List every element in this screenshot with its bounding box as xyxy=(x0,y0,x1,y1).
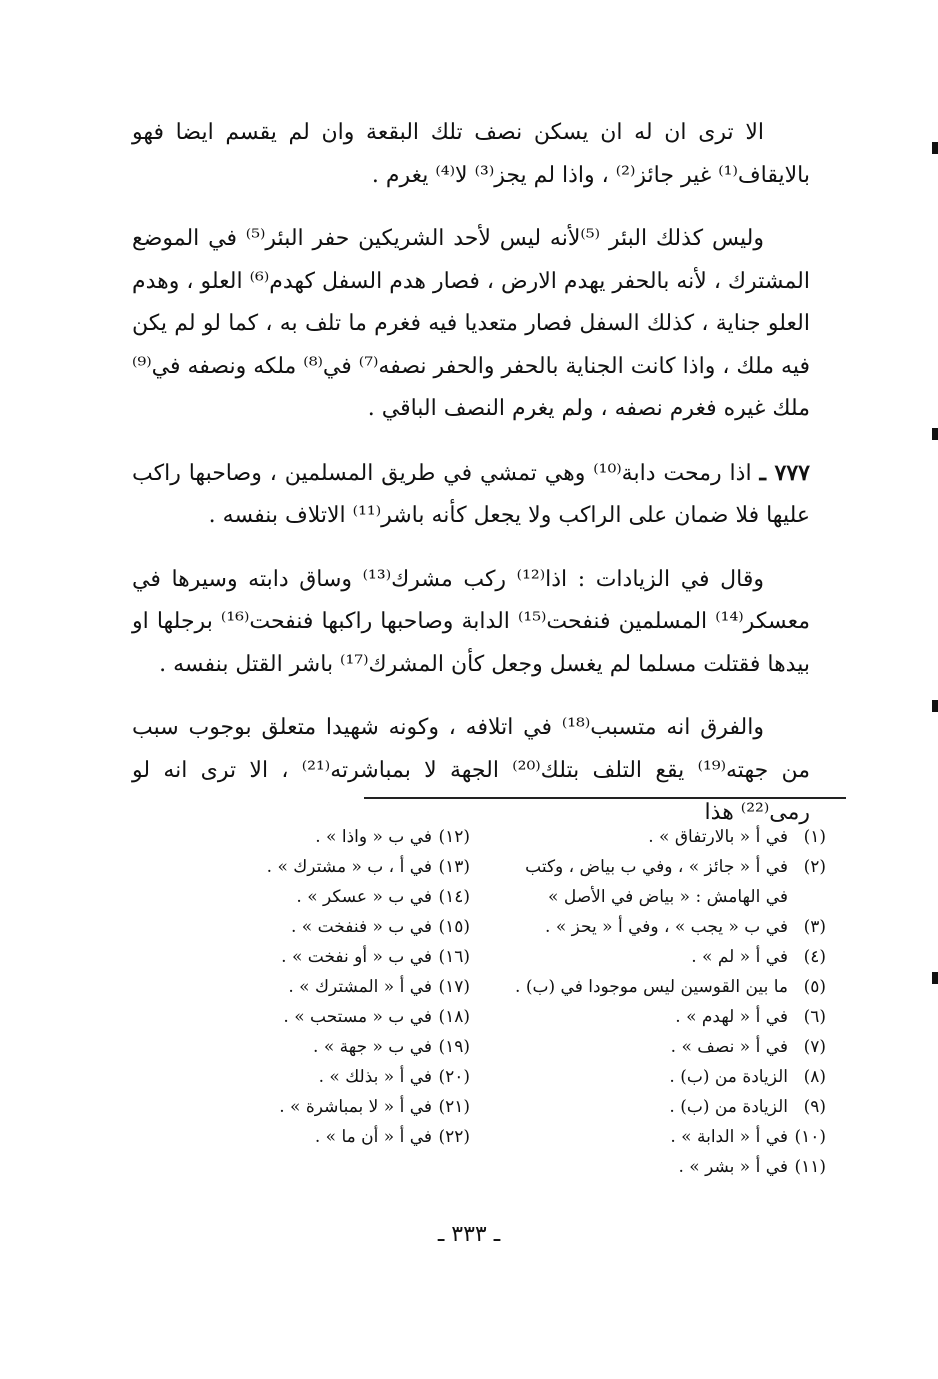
paragraph-4: وقال في الزيادات : اذا⁽¹²⁾ ركب مشرك⁽¹³⁾ وساق دابته وسيرها في معسكر⁽¹⁴⁾ المسلمين فنفحت⁽¹⁵⁾ الدابة وصاحبها راكبها فنفحت⁽¹⁶⁾ برجلها او بيدها فقتلت مسلما لم يغسل وجعل كأن المشرك⁽¹⁷⁾ باشر القتل بنفسه . xyxy=(132,566,810,677)
paragraph-1: الا ترى ان له ان يسكن نصف تلك البقعة وان لم يقسم ايضا فهو بالايقاف⁽¹⁾ غير جائز⁽²⁾ ، واذا لم يجز⁽³⁾ لا⁽⁴⁾ يغرم . xyxy=(132,120,810,188)
footnote-number: (١٣) xyxy=(438,857,470,877)
footnote xyxy=(496,972,826,1002)
footnote-number: (٥) xyxy=(803,977,826,997)
footnote-number: (١٩) xyxy=(438,1037,470,1057)
paragraph-3-text: اذا رمحت دابة⁽¹⁰⁾ وهي تمشي في طريق المسلمين ، وصاحبها راكب عليها فلا ضمان على الراكب ولا يجعل كأنه باشر⁽¹¹⁾ الاتلاف بنفسه . xyxy=(132,460,810,528)
footnote xyxy=(496,1002,826,1032)
footnote xyxy=(496,1032,826,1062)
footnote-number: (٤) xyxy=(803,947,826,967)
footnote-number: (١٠) xyxy=(794,1127,826,1147)
footnote-text: في أ « لهدم » . xyxy=(675,1007,788,1027)
footnote-text: في أ « جائز » ، وفي ب بياض ، وكتب xyxy=(525,857,788,877)
footnote-text: الزيادة من (ب) . xyxy=(669,1067,788,1087)
footnote-number: (١٤) xyxy=(438,887,470,907)
footnote-text: في ب « فنفخت » . xyxy=(290,917,432,937)
footnote-text: في ب « واذا » . xyxy=(315,827,432,847)
footnote xyxy=(496,822,826,852)
footnote-number: (١٨) xyxy=(438,1007,470,1027)
scan-edge-mark xyxy=(932,700,938,712)
footnote-text: في أ « المشترك » . xyxy=(288,977,432,997)
scan-edge-mark xyxy=(932,972,938,984)
footnote xyxy=(496,1092,826,1122)
paragraph-number: ٧٧٧ ـ xyxy=(759,459,810,486)
footnote xyxy=(240,852,470,882)
footnote-number: (٧) xyxy=(803,1037,826,1057)
footnote-number: (١٦) xyxy=(438,947,470,967)
scan-edge-mark xyxy=(932,428,938,440)
footnote-number: (١) xyxy=(803,827,826,847)
main-text xyxy=(132,112,810,856)
footnote xyxy=(240,912,470,942)
paragraph-2: وليس كذلك البئر ⁽⁵⁾لأنه ليس لأحد الشريكين حفر البئر⁽⁵⁾ في الموضع المشترك ، لأنه بالحفر يهدم الارض ، فصار هدم السفل كهدم⁽⁶⁾ العلو ، وهدم العلو جناية ، كذلك السفل فصار متعديا فيه فغرم ما تلف به ، كما لو لم يكن فيه ملك ، واذا كانت الجناية بالحفر والحفر نصفه⁽⁷⁾ في⁽⁸⁾ ملكه ونصفه في⁽⁹⁾ ملك غيره فغرم نصفه ، ولم يغرم النصف الباقي . xyxy=(132,226,810,421)
footnote xyxy=(240,1002,470,1032)
footnote-text: في أ « بذلك » . xyxy=(318,1067,432,1087)
footnote-number: (٢٢) xyxy=(438,1127,470,1147)
footnotes-right-column xyxy=(496,822,826,1182)
footnote xyxy=(240,1062,470,1092)
footnote-number: (٩) xyxy=(803,1097,826,1117)
footnote xyxy=(240,882,470,912)
footnote-text: ما بين القوسين ليس موجودا في (ب) . xyxy=(515,977,788,997)
footnote-number: (٦) xyxy=(803,1007,826,1027)
footnote xyxy=(496,1062,826,1092)
footnote-number: (١١) xyxy=(794,1157,826,1177)
footnote-number: (١٧) xyxy=(438,977,470,997)
paragraph-5: والفرق انه متسبب⁽¹⁸⁾ في اتلافه ، وكونه شهيدا متعلق بوجوب سبب من جهته⁽¹⁹⁾ يقع التلف بتلك⁽²⁰⁾ الجهة لا بمباشرته⁽²¹⁾ ، الا ترى انه لو رمى⁽²²⁾ هذا xyxy=(132,715,810,825)
footnote-text: في أ « أن ما » . xyxy=(314,1127,432,1147)
footnote-number: (٢١) xyxy=(438,1097,470,1117)
footnote-number: (١٢) xyxy=(438,827,470,847)
footnote-separator xyxy=(364,797,846,799)
footnote-text: في أ « بالارتفاق » . xyxy=(648,827,788,847)
footnote-text: في أ « الدابة » . xyxy=(670,1127,788,1147)
footnote-text: في أ « لا بمباشرة » . xyxy=(279,1097,432,1117)
footnotes-left-column xyxy=(240,822,470,1152)
footnote-text: في الهامش : « بياض في الأصل » xyxy=(548,887,788,907)
footnote-text: في أ « بشر » . xyxy=(678,1157,788,1177)
footnote-text: في أ « نصف » . xyxy=(670,1037,788,1057)
footnote xyxy=(240,822,470,852)
footnote xyxy=(496,852,826,882)
footnote-text: الزيادة من (ب) . xyxy=(669,1097,788,1117)
footnote-number: (٣) xyxy=(803,917,826,937)
footnote-text: في أ « لم » . xyxy=(691,947,788,967)
footnote-number: (١٥) xyxy=(438,917,470,937)
footnote xyxy=(496,1152,826,1182)
footnote-number: (٨) xyxy=(803,1067,826,1087)
footnote xyxy=(240,942,470,972)
footnote-text: في ب « أو نفخت » . xyxy=(281,947,432,967)
footnote xyxy=(240,972,470,1002)
paragraph-3 xyxy=(132,452,810,538)
footnote xyxy=(240,1122,470,1152)
footnote xyxy=(240,1092,470,1122)
footnote xyxy=(496,912,826,942)
footnote-text: في ب « جهة » . xyxy=(313,1037,432,1057)
footnote-text: في ب « يجب » ، وفي أ « يحز » . xyxy=(545,917,788,937)
footnote-number: (٢٠) xyxy=(438,1067,470,1087)
page-number: ـ ٣٣٣ ـ xyxy=(437,1222,501,1247)
footnote-text: في ب « مستحب » . xyxy=(283,1007,432,1027)
footnote xyxy=(496,942,826,972)
scan-edge-mark xyxy=(932,142,938,154)
footnote-number: (٢) xyxy=(803,857,826,877)
footnote-text: في أ ، ب « مشترك » . xyxy=(266,857,432,877)
footnote xyxy=(496,1122,826,1152)
footnote-text: في ب « عسكر » . xyxy=(296,887,432,907)
footnote xyxy=(240,1032,470,1062)
footnote xyxy=(496,882,826,912)
